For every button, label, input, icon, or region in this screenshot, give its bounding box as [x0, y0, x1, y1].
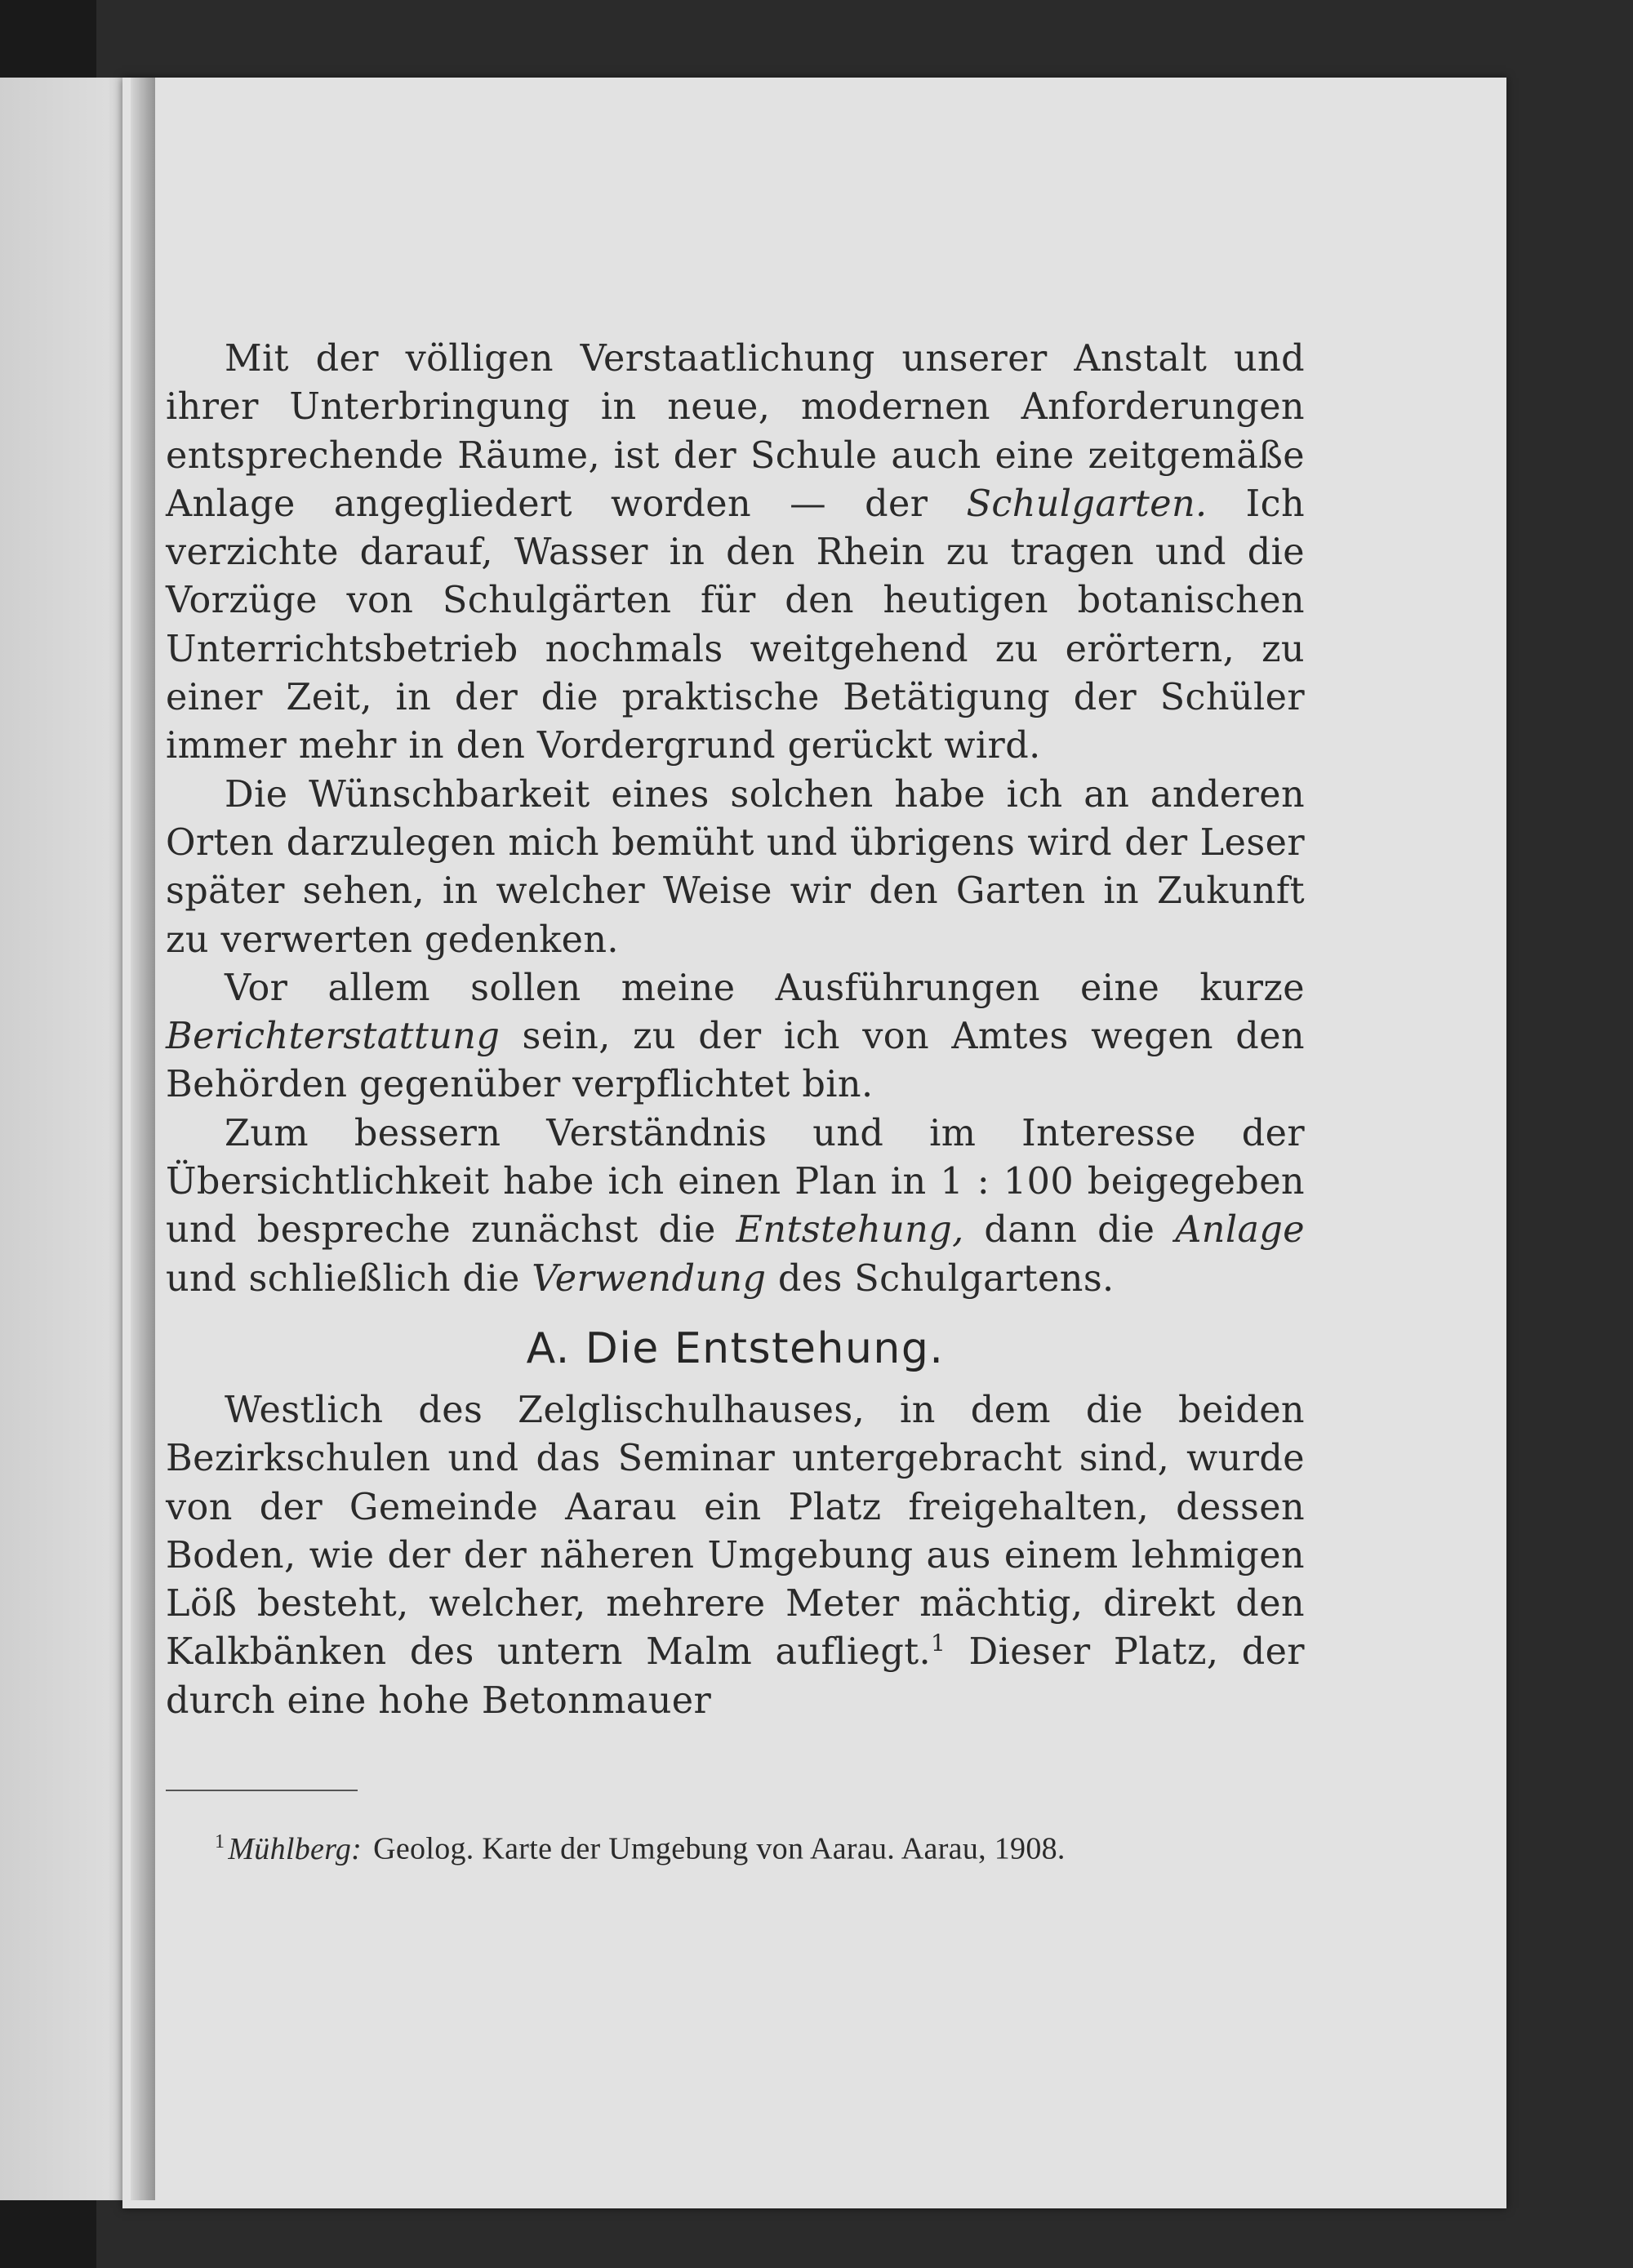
emphasis-entstehung: Entstehung,	[736, 1209, 964, 1252]
section-heading: A. Die Entstehung.	[526, 1323, 945, 1373]
paragraph-wuenschbarkeit	[166, 771, 1305, 964]
footnote-text: Geolog. Karte der Umgebung von Aarau. Aarau, 1908.	[373, 1831, 1066, 1866]
text-span: sein, zu der ich von Amtes wegen den Behörden gegenüber verpflichtet bin.	[166, 1016, 1305, 1106]
text-span: Die Wünschbarkeit eines solchen habe ich an anderen Orten darzulegen mich bemüht und übrigens wird der Leser später sehen, in welcher Weise wir den Garten in Zukunft zu verwerten gedenken.	[166, 773, 1305, 961]
gutter-shadow	[131, 78, 155, 2200]
paragraph-berichterstattung	[166, 964, 1305, 1110]
text-span: Vor allem sollen meine Ausführungen eine kurze	[225, 967, 1305, 1009]
emphasis-anlage: Anlage	[1175, 1209, 1305, 1252]
emphasis-berichterstattung: Berichterstattung	[166, 1016, 501, 1058]
footnote	[215, 1822, 1309, 1869]
text-span: dann die	[963, 1209, 1176, 1252]
text-span: Zum bessern Verständnis und im Interesse der Übersichtlichkeit habe ich einen Plan in 1 : 100 beigegeben und bespreche zunächst die	[166, 1112, 1305, 1252]
footnote-divider	[166, 1790, 358, 1791]
paragraph-verstaendnis	[166, 1110, 1305, 1303]
text-span: des Schulgartens.	[766, 1257, 1115, 1300]
text-span: und schließlich die	[166, 1257, 532, 1300]
text-span: Mit der völligen Verstaatlichung unserer Anstalt und ihrer Unterbringung in neue, modernen Anforderungen entsprechende Räume, ist der Schule auch eine zeitgemäße Anlage angegliedert worden — der	[166, 338, 1305, 525]
text-span: Ich verzichte darauf, Wasser in den Rhein zu tragen und die Vorzüge von Schulgärten für den heutigen botanischen Unterrichtsbetrieb nochmals weitgehend zu erörtern, zu einer Zeit, in der die praktische Betätigung der Schüler immer mehr in den Vordergrund gerückt wird.	[166, 483, 1306, 767]
footnote-reference[interactable]: 1	[931, 1630, 946, 1657]
paragraph-westlich	[166, 1386, 1305, 1725]
emphasis-verwendung: Verwendung	[532, 1257, 767, 1300]
footnote-author: Mühlberg:	[228, 1831, 363, 1866]
text-span: Dieser Platz, der durch eine hohe Betonmauer	[166, 1631, 1305, 1722]
body-text	[166, 335, 1305, 1725]
paragraph-intro	[166, 335, 1305, 771]
emphasis-schulgarten: Schulgarten.	[966, 483, 1208, 525]
text-span: Westlich des Zelglischulhauses, in dem die beiden Bezirkschulen und das Seminar untergebracht sind, wurde von der Gemeinde Aarau ein Platz freigehalten, dessen Boden, wie der der näheren Umgebung aus einem lehmigen Löß besteht, welcher, mehrere Meter mächtig, direkt den Kalkbänken des untern Malm aufliegt.	[166, 1389, 1305, 1674]
footnote-mark: 1	[215, 1831, 225, 1852]
